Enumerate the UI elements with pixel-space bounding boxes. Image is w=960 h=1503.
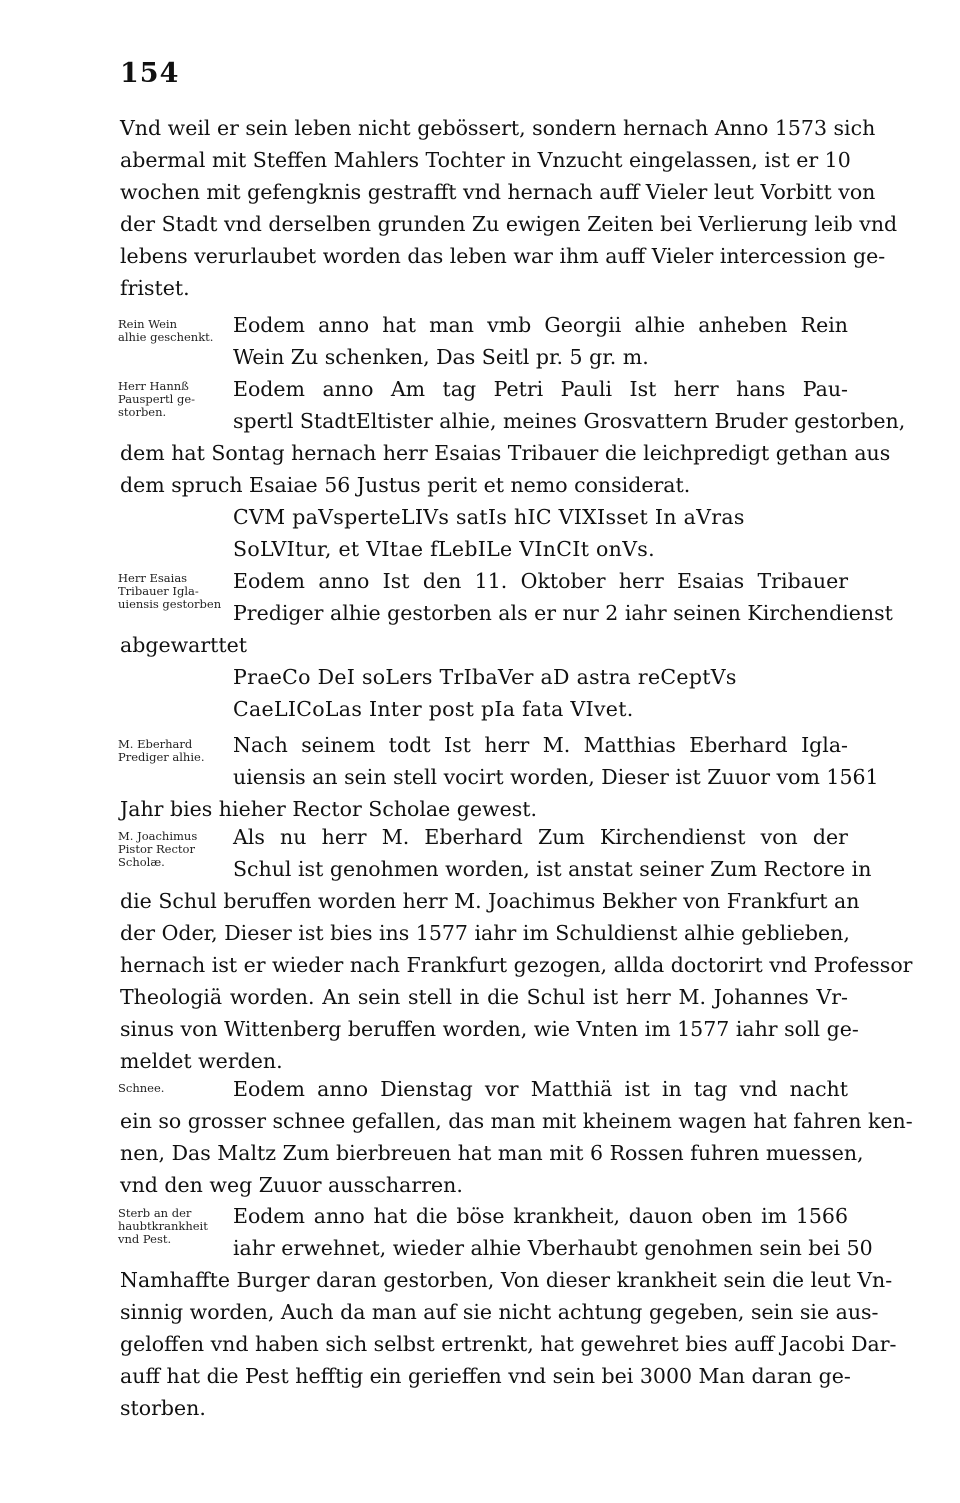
text-line: lebens verurlaubet worden das leben war ihm auff Vieler intercession ge- <box>120 244 886 268</box>
marginal-note-wein: Rein Wein alhie geschenkt. <box>118 317 214 344</box>
text-line: nen, Das Maltz Zum bierbreuen hat man mit 6 Rossen fuhren muessen, <box>120 1141 864 1165</box>
text-line: dem hat Sontag hernach herr Esaias Tribauer die leichpredigt gethan aus <box>120 441 891 465</box>
text-line: meldet werden. <box>120 1049 283 1073</box>
text-line: abermal mit Steffen Mahlers Tochter in Vnzucht eingelassen, ist er 10 <box>120 148 851 172</box>
text-line: spertl StadtEltister alhie, meines Grosvattern Bruder gestorben, <box>233 409 906 433</box>
text-line: Jahr bies hieher Rector Scholae gewest. <box>120 797 537 821</box>
text-line: hernach ist er wieder nach Frankfurt gezogen, allda doctorirt vnd Professor <box>120 953 913 977</box>
text-line: abgewarttet <box>120 633 248 657</box>
text-line: wochen mit gefengknis gestrafft vnd hernach auff Vieler leut Vorbitt von <box>120 180 876 204</box>
chronogram-line: PraeCo DeI soLers TrIbaVer aD astra reCeptVs <box>233 665 737 689</box>
text-line: dem spruch Esaiae 56 Justus perit et nemo considerat. <box>120 473 691 497</box>
text-line: Eodem anno hat man vmb Georgii alhie anheben Rein <box>233 313 848 337</box>
text-line: die Schul beruffen worden herr M. Joachimus Bekher von Frankfurt an <box>120 889 860 913</box>
chronogram-line: SoLVItur, et VItae fLebILe VInCIt onVs. <box>233 537 655 561</box>
text-line: Theologiä worden. An sein stell in die Schul ist herr M. Johannes Vr- <box>120 985 848 1009</box>
marginal-note-schnee: Schnee. <box>118 1081 165 1095</box>
text-line: auff hat die Pest hefftig ein gerieffen vnd sein bei 3000 Man daran ge- <box>120 1364 851 1388</box>
marginal-note-pauspertl: Herr Hannß Pauspertl ge- storben. <box>118 379 196 419</box>
marginal-note-eberhard: M. Eberhard Prediger alhie. <box>118 737 205 764</box>
text-line: der Oder, Dieser ist bies ins 1577 iahr im Schuldienst alhie geblieben, <box>120 921 850 945</box>
text-line: uiensis an sein stell vocirt worden, Dieser ist Zuuor vom 1561 <box>233 765 879 789</box>
text-line: Vnd weil er sein leben nicht gebössert, sondern hernach Anno 1573 sich <box>120 116 876 140</box>
text-line: Namhaffte Burger daran gestorben, Von dieser krankheit sein die leut Vn- <box>120 1268 893 1292</box>
text-line: sinus von Wittenberg beruffen worden, wie Vnten im 1577 iahr soll ge- <box>120 1017 859 1041</box>
text-line: vnd den weg Zuuor ausscharren. <box>120 1173 463 1197</box>
marginal-note-tribauer: Herr Esaias Tribauer Igla- uiensis gestorben <box>118 571 222 611</box>
chronogram-line: CVM paVsperteLIVs satIs hIC VIXIsset In aVras <box>233 505 745 529</box>
text-line: Als nu herr M. Eberhard Zum Kirchendienst von der <box>233 825 848 849</box>
text-line: Eodem anno Ist den 11. Oktober herr Esaias Tribauer <box>233 569 848 593</box>
text-line: sinnig worden, Auch da man auf sie nicht achtung gegeben, sein sie aus- <box>120 1300 879 1324</box>
text-line: Prediger alhie gestorben als er nur 2 iahr seinen Kirchendienst <box>233 601 893 625</box>
text-line: iahr erwehnet, wieder alhie Vberhaubt genohmen sein bei 50 <box>233 1236 873 1260</box>
marginal-note-pest: Sterb an der haubtkrankheit vnd Pest. <box>118 1206 208 1246</box>
page-number: 154 <box>120 58 180 89</box>
text-line: storben. <box>120 1396 206 1420</box>
marginal-note-joachimus: M. Joachimus Pistor Rector Scholæ. <box>118 829 198 869</box>
text-line: ein so grosser schnee gefallen, das man mit kheinem wagen hat fahren ken- <box>120 1109 913 1133</box>
text-line: der Stadt vnd derselben grunden Zu ewigen Zeiten bei Verlierung leib vnd <box>120 212 898 236</box>
text-line: Eodem anno hat die böse krankheit, dauon oben im 1566 <box>233 1204 848 1228</box>
text-line: Nach seinem todt Ist herr M. Matthias Eberhard Igla- <box>233 733 848 757</box>
text-line: Eodem anno Dienstag vor Matthiä ist in tag vnd nacht <box>233 1077 848 1101</box>
chronogram-line: CaeLICoLas Inter post pIa fata VIvet. <box>233 697 634 721</box>
text-line: Eodem anno Am tag Petri Pauli Ist herr hans Pau- <box>233 377 848 401</box>
text-line: fristet. <box>120 276 190 300</box>
text-line: Schul ist genohmen worden, ist anstat seiner Zum Rectore in <box>233 857 872 881</box>
text-line: Wein Zu schenken, Das Seitl pr. 5 gr. m. <box>233 345 649 369</box>
text-line: geloffen vnd haben sich selbst ertrenkt, hat gewehret bies auff Jacobi Dar- <box>120 1332 897 1356</box>
